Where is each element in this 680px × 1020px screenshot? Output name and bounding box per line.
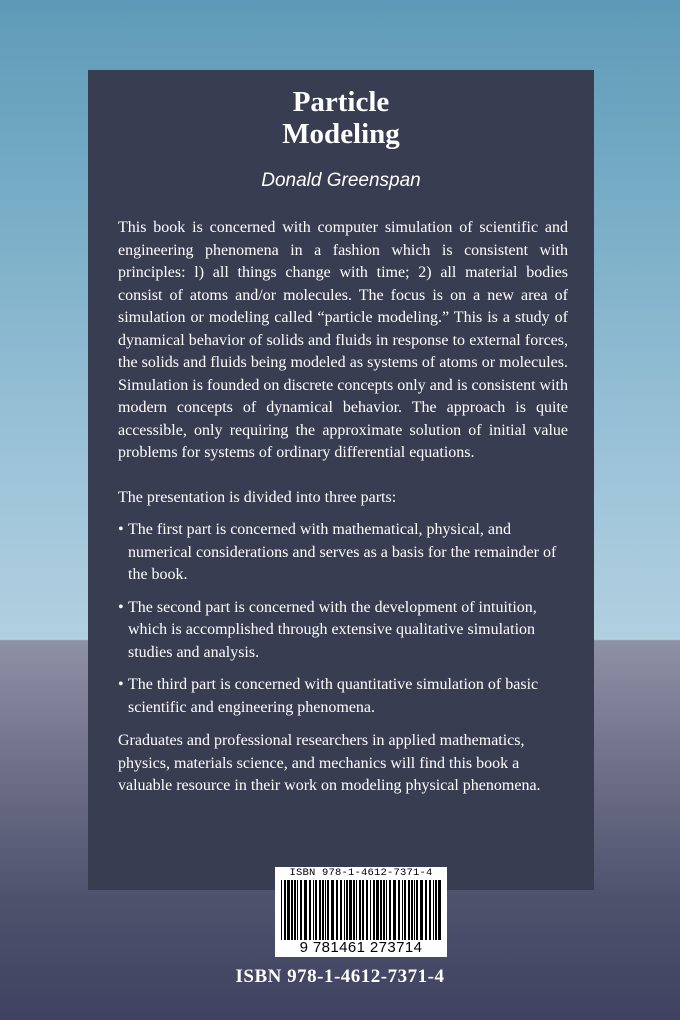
blurb (118, 217, 568, 798)
barcode-bar (386, 880, 387, 940)
barcode-bar (435, 880, 437, 940)
barcode-bar (398, 880, 400, 940)
barcode-bar (370, 880, 371, 940)
barcode-bar (349, 880, 352, 940)
barcode-digits: 9 781461 273714 (299, 939, 423, 956)
barcode-bar (404, 880, 406, 940)
barcode-bar (362, 880, 364, 940)
barcode-bar (309, 880, 311, 940)
book-title (88, 86, 594, 150)
barcode-bar (416, 880, 418, 940)
bullet-item-1 (118, 519, 568, 587)
barcode-bar (297, 880, 298, 940)
barcode-bar (291, 880, 293, 940)
barcode-bar (313, 880, 314, 940)
barcode-bar (380, 880, 382, 940)
barcode-bar (383, 880, 385, 940)
barcode-bar (300, 880, 302, 940)
title-line-2: Modeling (282, 118, 400, 150)
bullet-text-3: The third part is concerned with quantitative simulation of basic scientific and engineering phenomena. (128, 676, 539, 716)
barcode-bar (429, 880, 431, 940)
barcode-bar (327, 880, 329, 940)
bullet-text-1: The first part is concerned with mathematical, physical, and numerical considerations and serves as a basis for the remainder of the book. (128, 521, 557, 583)
isbn-footer: ISBN 978-1-4612-7371-4 (235, 966, 445, 987)
bullet-symbol: • (118, 598, 124, 616)
barcode-bar (376, 880, 379, 940)
barcode-bar (322, 880, 324, 940)
barcode-bar (336, 880, 338, 940)
parts-intro: The presentation is divided into three parts: (118, 488, 397, 506)
closing-paragraph: Graduates and professional researchers in applied mathematics, physics, materials science, and mechanics will find this book a valuable resource in their work on modeling physical phenomena. (118, 732, 541, 794)
barcode-isbn-label: ISBN 978-1-4612-7371-4 (289, 867, 433, 879)
barcode-bar (393, 880, 396, 940)
barcode-bar (325, 880, 326, 940)
barcode-bar (319, 880, 321, 940)
bullet-symbol: • (118, 676, 124, 693)
barcode-bar (315, 880, 317, 940)
barcode-bar (287, 880, 290, 940)
barcode-bar (281, 880, 282, 940)
barcode-bar (420, 880, 423, 940)
barcode-bar (304, 880, 307, 940)
bullet-item-2 (118, 597, 568, 665)
barcode-bar (411, 880, 413, 940)
barcode-bar (408, 880, 410, 940)
barcode-bar (402, 880, 403, 940)
author-name: Donald Greenspan (261, 170, 421, 191)
back-cover-panel (88, 70, 594, 890)
bullet-text-2: The second part is concerned with the development of intuition, which is accomplished through extensive qualitative simulation studies and analysis. (128, 598, 537, 661)
barcode-bar (414, 880, 415, 940)
barcode-bar (331, 880, 334, 940)
barcode-bar (438, 880, 441, 940)
bullet-symbol: • (118, 521, 124, 538)
title-line-1: Particle (292, 86, 390, 118)
barcode-bar (433, 880, 434, 940)
barcode (275, 867, 447, 957)
barcode-bar (340, 880, 342, 940)
barcode-bars (279, 880, 443, 940)
barcode-bar (425, 880, 427, 940)
barcode-bar (366, 880, 368, 940)
barcode-bar (356, 880, 357, 940)
bullet-item-3 (118, 674, 568, 719)
barcode-bar (346, 880, 348, 940)
barcode-bar (294, 880, 296, 940)
barcode-bar (389, 880, 391, 940)
intro-paragraph: This book is concerned with computer simulation of scientific and engineering phenomena in a fashion which is consistent with principles: l) all things change with time; 2) all material bodies consist of atoms and/or molecules. The focus is on a new area of simulation or modeling called “particle modeling.” This is a study of dynamical behavior of solids and fluids in response to external forces, the solids and fluids being modeled as systems of atoms or molecules. Simulation is founded on discrete concepts only and is consistent with modern concepts of dynamical behavior. The approach is quite accessible, only requiring the approximate solution of initial value problems for systems of ordinary differential equations. (118, 219, 568, 461)
barcode-bar (344, 880, 345, 940)
barcode-bar (373, 880, 375, 940)
barcode-bar (359, 880, 361, 940)
barcode-bar (284, 880, 286, 940)
barcode-bar (353, 880, 355, 940)
